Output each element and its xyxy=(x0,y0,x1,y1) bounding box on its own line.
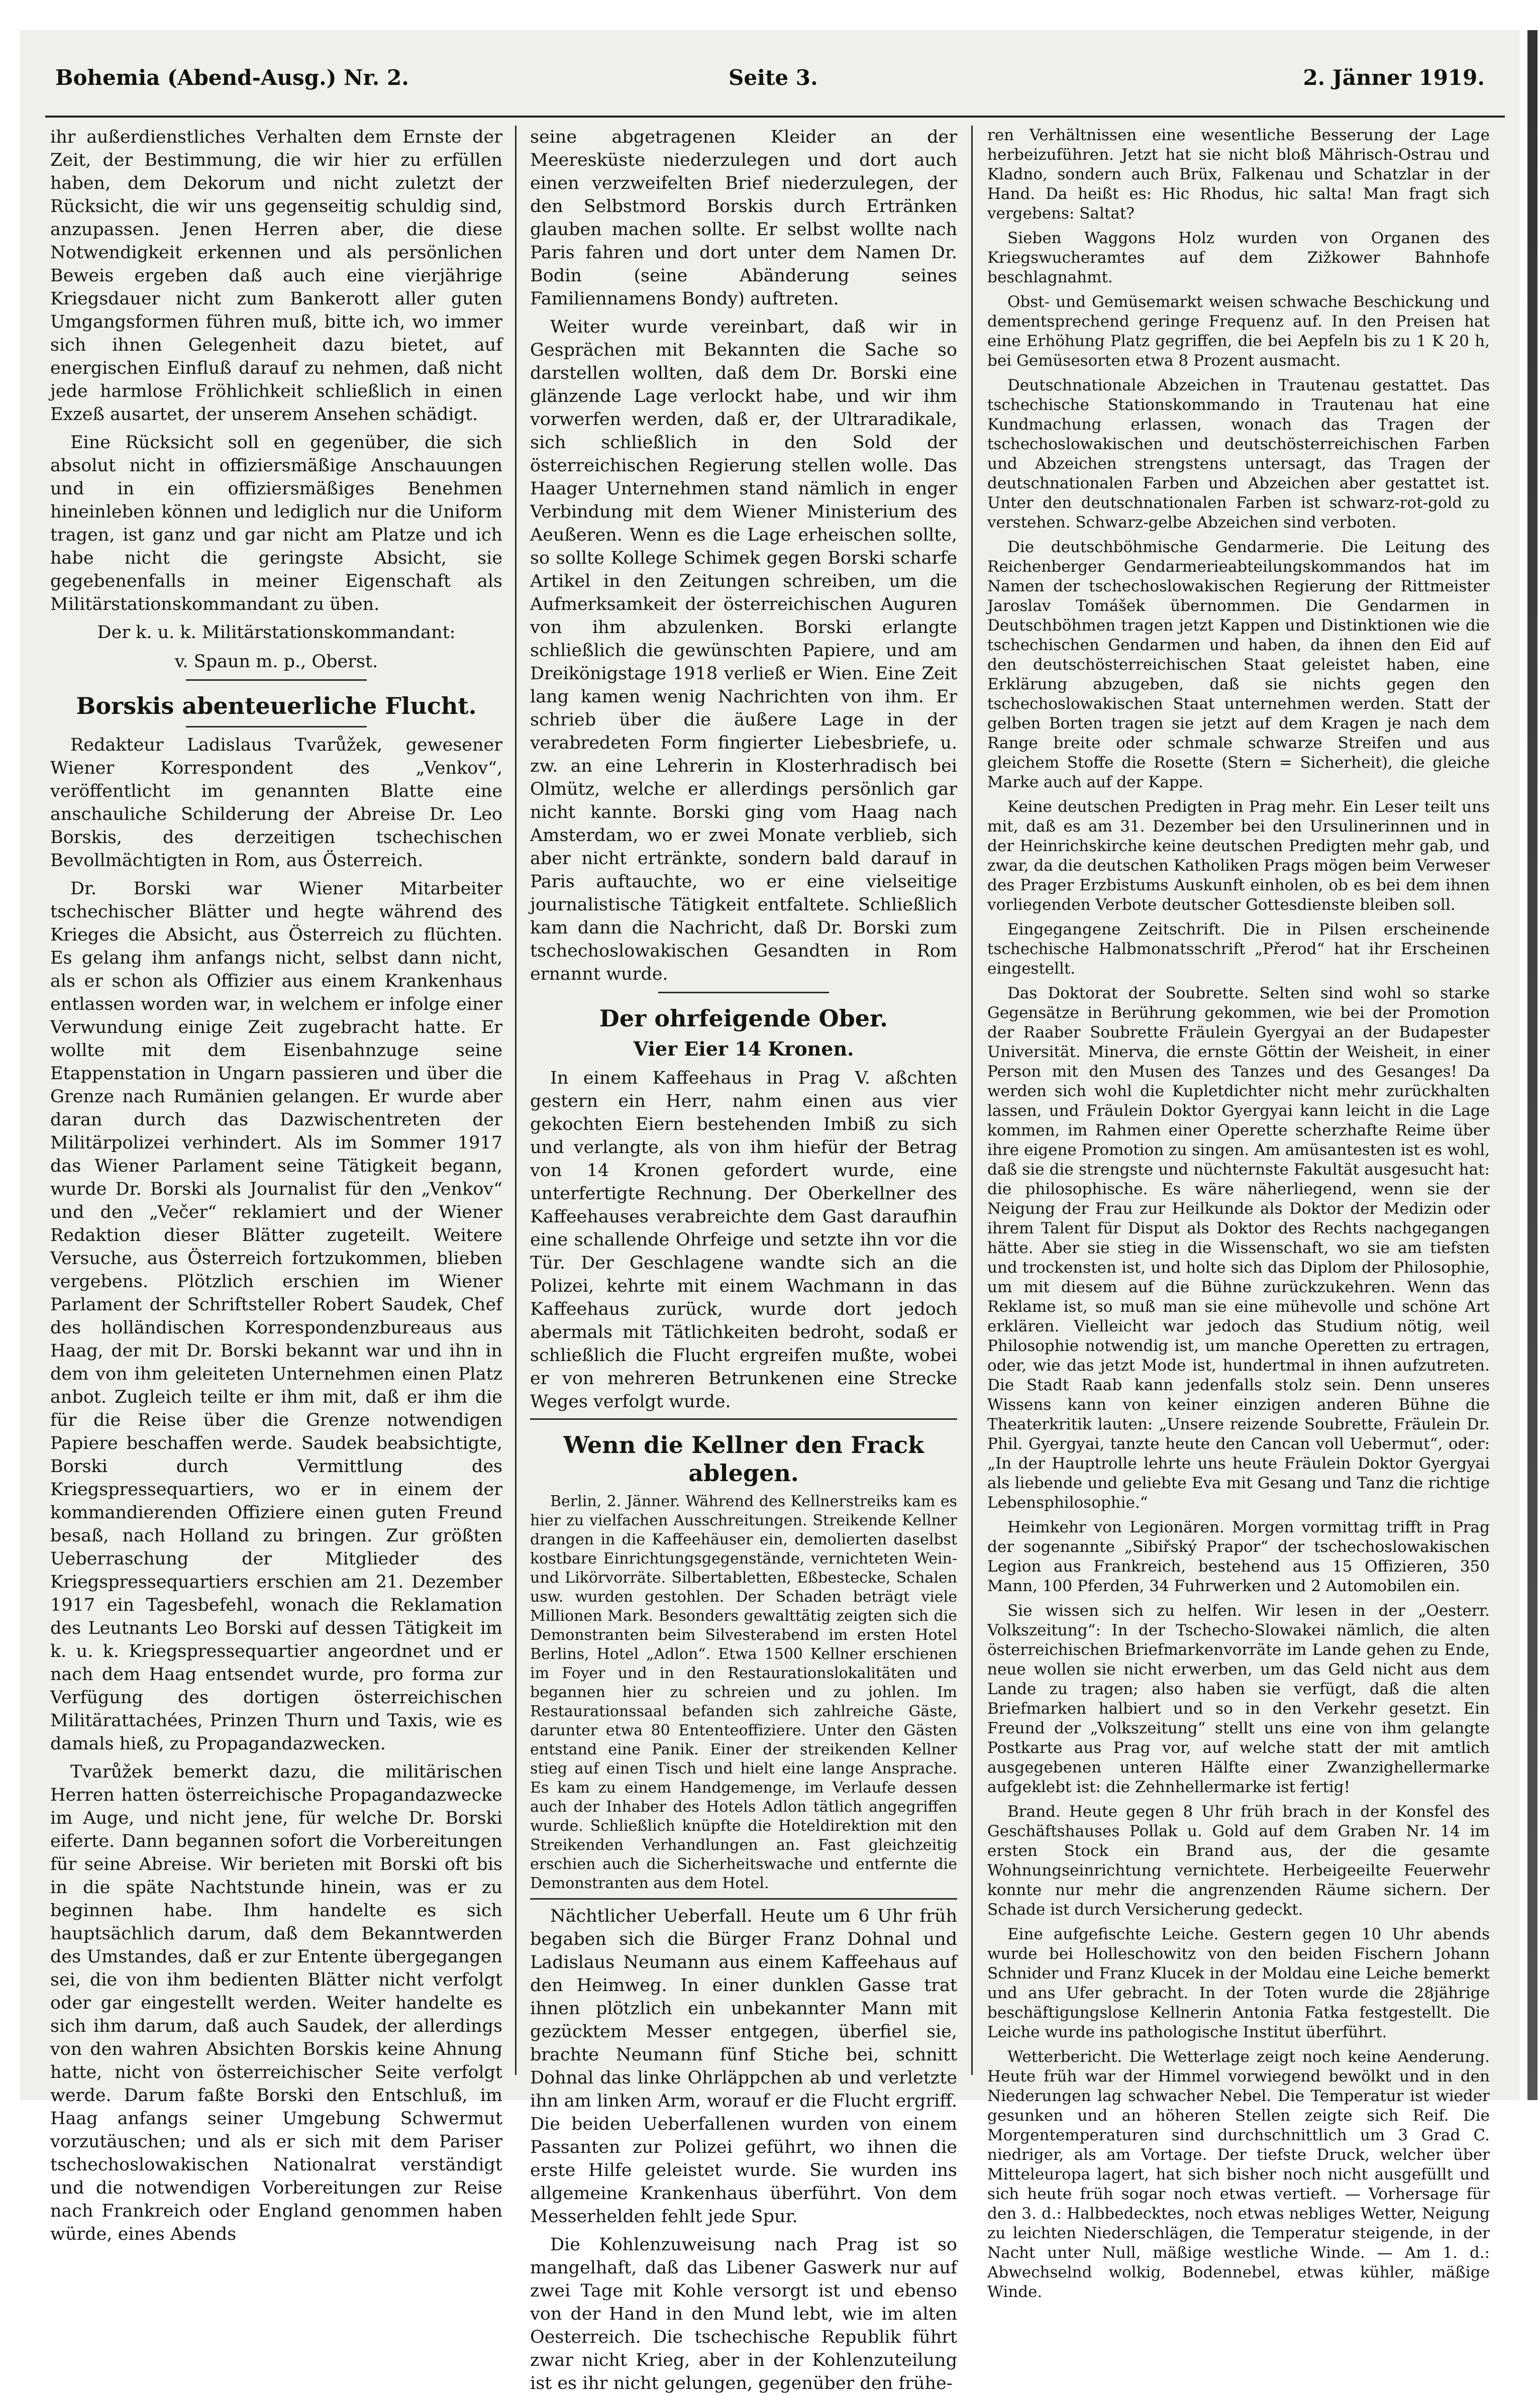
news-item: Sieben Waggons Holz wurden von Organen des Kriegswucheramtes auf dem Zižkower Bahnhofe beschlagnahmt. xyxy=(987,229,1490,286)
signature-title: Der k. u. k. Militärstationskommandant: xyxy=(97,622,456,643)
article-paragraph: Weiter wurde vereinbart, daß wir in Gesprächen mit Bekannten die Sache so darstellen wollten, daß dem Dr. Borski eine glänzende Lage verlockt habe, und wir ihm vorwerfen werden, daß er, der Ultraradikale, sich schließlich in den Sold der österreichischen Regierung stellen wolle. Das Haager Unternehmen stand nämlich in enger Verbindung mit dem Wiener Ministerium des Aeußeren. Wenn es die Lage erheischen sollte, so sollte Kollege Schimek gegen Borski scharfe Artikel in den Zeitungen schreiben, um die Aufmerksamkeit der österreichischen Auguren von ihm abzulenken. Borski erlangte schließlich die gewünschten Papiere, und am Dreikönigstage 1918 verließ er Wien. Eine Zeit lang kamen wenig Nachrichten von ihm. Er schrieb über die äußere Lage in der verabredeten Form fingierter Liebesbriefe, u. zw. an eine Lehrerin in Klosterhradisch bei Olmütz, welche er allerdings persönlich gar nicht kannte. Borski ging vom Haag nach Amsterdam, wo er zwei Monate verblieb, sich aber nicht ertränkte, sondern bald darauf in Paris auftauchte, wo er eine vielseitige journalistische Tätigkeit entfaltete. Schließlich kam dann die Nachricht, daß Dr. Borski zum tschechoslowakischen Gesandten in Rom ernannt wurde. xyxy=(530,317,957,984)
masthead-edition: Bohemia (Abend-Ausg.) Nr. 2. xyxy=(55,65,409,90)
news-item: Die deutschböhmische Gendarmerie. Die Leitung des Reichenberger Gendarmerieabteilungskommandos hat im Namen der tschechoslowakischen Regierung der Rittmeister Jaroslav Tomášek übernommen. Die Gendarmen in Deutschböhmen tragen jetzt Kappen und Distinktionen wie die tschechischen Gendarmen und haben, da ihnen den Eid auf den deutschösterreichischen Staat geleistet haben, eine Erklärung abzugeben, daß sie nichts gegen den tschechoslowakischen Staat unternehmen werden. Statt der gelben Borten tragen sie jetzt auf dem Kragen je nach dem Range breite oder schmale schwarze Streifen und aus gleichem Stoffe die Rosette (Stern = Sicherheit), die gleiche Marke auch auf der Kappe. xyxy=(987,538,1490,791)
news-item: Deutschnationale Abzeichen in Trautenau gestattet. Das tschechische Stationskommando in Trautenau hat eine Kundmachung erlassen, wonach das Tragen der tschechoslowakischen und deutschösterreichischen Farben und Abzeichen strengstens untersagt, das Tragen der deutschnationalen Farben und Abzeichen aber gestattet ist. Unter den deutschnationalen Farben ist schwarz-rot-gold zu verstehen. Schwarz-gelbe Abzeichen sind verboten. xyxy=(987,376,1490,532)
news-item: Das Doktorat der Soubrette. Selten sind wohl so starke Gegensätze in Berührung gekommen, wie bei der Promotion der Raaber Soubrette Fräulein Gyergyai an der Budapester Universität. Minerva, die ernste Göttin der Weisheit, in einer Person mit den Musen des Tanzes und des Gesanges! Da werden sich wohl die Kupletdichter nicht mehr zurückhalten lassen, und Fräulein Doktor Gyergyai kann leicht in die Lage kommen, im Rahmen einer Operette scherzhafte Reime über ihre eigene Promotion zu singen. Am amüsantesten ist es wohl, daß sie die strengste und nüchternste Fakultät ausgesucht hat: die philosophische. Es wäre näherliegend, wenn sie der Neigung der Frau zur Heilkunde als Doktor der Medizin oder ihrem Talent für Disput als Doktor des Rechts nachgegangen hätte. Aber sie stieg in die Wissenschaft, wo sie am tiefsten und trockensten ist, und holte sich das Diplom der Philosophie, um mit diesem auf die Bühne zurückzukehren. Wenn das Reklame ist, so muß man sie eine mühevolle und schöne Art erklären. Vielleicht war jedoch das Studium nötig, weil Philosophie notwendig ist, um manche Operetten zu ertragen, oder, wie das jetzt Mode ist, hundertmal in ihnen aufzutreten. Die Stadt Raab kann jedenfalls stolz sein. Denn unseres Wissens kann von keiner einzigen anderen Bühne die Theaterkritik lauten: „Unsere reizende Soubrette, Fräulein Dr. Phil. Gyergyai, tanzte heute den Cancan voll Uebermut“, oder: „In der Hauptrolle lehrte uns heute Fräulein Doktor Gyergyai als liebende und geliebte Eva mit Gesang und Tanz die richtige Lebensphilosophie.“ xyxy=(987,984,1490,1512)
column-divider xyxy=(515,126,517,2075)
separator xyxy=(186,679,367,681)
news-item: Heimkehr von Legionären. Morgen vormittag trifft in Prag der sogenannte „Sibiřský Prapor“ der tschechoslowakischen Legion aus Frankreich, bestehend aus 15 Offizieren, 350 Mann, 100 Pferden, 34 Fuhrwerken und 2 Automobilen ein. xyxy=(987,1518,1490,1595)
article-headline: Der ohrfeigende Ober. xyxy=(599,1005,888,1032)
news-item: Eingegangene Zeitschrift. Die in Pilsen erscheinende tschechische Halbmonatsschrift „Přerod“ hat ihr Erscheinen eingestellt. xyxy=(987,920,1490,978)
news-item: Eine aufgefischte Leiche. Gestern gegen 10 Uhr abends wurde bei Holleschowitz von den beiden Fischern Johann Schnider und Franz Klucek in der Moldau eine Leiche bemerkt und ans Ufer gebracht. In der Toten wurde die 28jährige beschäftigungslose Kellnerin Antonia Fatka festgestellt. Die Leiche wurde ins pathologische Institut überführt. xyxy=(987,1925,1490,2041)
column-3 xyxy=(987,126,1490,2301)
article-paragraph: Nächtlicher Ueberfall. Heute um 6 Uhr früh begaben sich die Bürger Franz Dohnal und Ladislaus Neumann aus einem Kaffeehaus auf den Heimweg. In einer dunklen Gasse trat ihnen plötzlich ein unbekannter Mann mit gezücktem Messer entgegen, überfiel sie, brachte Neumann fünf Stiche bei, schnitt Dohnal das linke Ohrläppchen ab und verletzte ihn am linken Arm, worauf er die Flucht ergriff. Die beiden Ueberfallenen wurden von einem Passanten zur Polizei geführt, wo ihnen die erste Hilfe geleistet wurde. Sie wurden ins allgemeine Krankenhaus überführt. Von dem Messerhelden fehlt jede Spur. xyxy=(530,1906,957,2227)
article-headline: Borskis abenteuerliche Flucht. xyxy=(76,692,477,719)
signature-name: v. Spaun m. p., Oberst. xyxy=(174,652,378,672)
news-item: Sie wissen sich zu helfen. Wir lesen in der „Oesterr. Volkszeitung“: In der Tschecho-Slowakei nämlich, die alten österreichischen Briefmarkenvorräte im Lande gehen zu Ende, neue wollen sie nicht erwerben, um das Geld nicht aus dem Lande zu tragen; also haben sie verfügt, daß die alten Briefmarken halbiert und so in den Verkehr gesetzt. Ein Freund der „Volkszeitung“ stellt uns eine von ihm gelangte Postkarte aus Prag vor, auf welche statt der mit amtlich ausgegebenen unteren Hälfte einer Zwanzighellermarke aufgeklebt ist: die Zehnhellermarke ist fertig! xyxy=(987,1602,1490,1796)
news-item: Obst- und Gemüsemarkt weisen schwache Beschickung und dementsprechend geringe Frequenz auf. In den Preisen hat eine Erhöhung Platz gegriffen, die bei Aepfeln bis zu 1 K 20 h, bei Gemüsesorten etwa 8 Prozent ausmacht. xyxy=(987,293,1490,370)
article-paragraph: Redakteur Ladislaus Tvarůžek, gewesener Wiener Korrespondent des „Venkov“, veröffentlicht im genannten Blatte eine anschauliche Schilderung der Abreise Dr. Leo Borskis, des derzeitigen tschechischen Bevollmächtigten in Rom, aus Österreich. xyxy=(50,735,502,871)
article-subheadline: Vier Eier 14 Kronen. xyxy=(633,1037,854,1060)
news-item: Brand. Heute gegen 8 Uhr früh brach in der Konsfel des Geschäftshauses Pollak u. Gold auf dem Graben Nr. 14 im ersten Stock ein Brand aus, der die gesamte Wohnungseinrichtung vernichtete. Herbeigeeilte Feuerwehr konnte nur mehr die angrenzenden Räume sichern. Der Schade ist durch Versicherung gedeckt. xyxy=(987,1803,1490,1919)
news-item: Keine deutschen Predigten in Prag mehr. Ein Leser teilt uns mit, daß es am 31. Dezember bei den Ursulinerinnen und in der Heinrichskirche keine deutschen Predigten mehr gab, und zwar, da die deutschen Katholiken Prags mögen beim Verweser des Prager Erzbistums Auskunft einholen, ob es bei dem ihnen vorliegenden Verbote deutscher Gottesdienste bleiben soll. xyxy=(987,798,1490,914)
separator xyxy=(186,726,367,727)
article-paragraph: ihr außerdienstliches Verhalten dem Ernste der Zeit, der Bestimmung, die wir hier zu erfüllen haben, dem Dekorum und nicht zuletzt der Rücksicht, die wir uns gegenseitig schuldig sind, anzupassen. Jenen Herren aber, die diese Notwendigkeit erkennen und als persönlichen Beweis ergeben daß auch eine vierjährige Kriegsdauer nicht zum Bankerott aller guten Umgangsformen führen muß, bitte ich, wo immer sich ihnen Gelegenheit dazu bietet, auf energischen Einfluß darauf zu nehmen, daß nicht jede harmlose Fröhlichkeit schließlich in einen Exzeß ausartet, der unserem Ansehen schädigt. xyxy=(50,127,502,425)
article-headline: Wenn die Kellner den Frack ablegen. xyxy=(563,1431,924,1487)
page-edge-shadow xyxy=(1527,30,1537,2100)
news-item: Wetterbericht. Die Wetterlage zeigt noch keine Aenderung. Heute früh war der Himmel vorwiegend bewölkt und in den Niederungen lag schwacher Nebel. Die Temperatur ist wieder gesunken und an höheren Stellen zeigte sich Reif. Die Morgentemperaturen sind durchschnittlich um 3 Grad C. niedriger, als am Vortage. Der tiefste Druck, welcher über Mitteleuropa lagert, hat sich bisher noch nicht ausgefüllt und sich heute früh sogar noch etwas vertieft. — Vorhersage für den 3. d.: Halbbedecktes, noch etwas nebliges Wetter, Neigung zu leichten Niederschlägen, die Temperatur steigende, in der Nacht unter Null, mäßige westliche Winde. — Am 1. d.: Abwechselnd wolkig, Bodennebel, etwas kühler, mäßige Winde. xyxy=(987,2048,1490,2301)
article-paragraph: In einem Kaffeehaus in Prag V. aßchten gestern ein Herr, nahm einen aus vier gekochten Eiern bestehenden Imbiß zu sich und verlangte, als von ihm hiefür der Betrag von 14 Kronen gefordert wurde, eine unterfertigte Rechnung. Der Oberkellner des Kaffeehauses verabreichte dem Gast daraufhin eine schallende Ohrfeige und setzte ihn vor die Tür. Der Geschlagene wandte sich an die Polizei, kehrte mit einem Wachmann in das Kaffeehaus zurück, wurde dort jedoch abermals mit Tätlichkeiten bedroht, sodaß er schließlich die Flucht ergreifen mußte, wobei er von mehreren Betrunkenen eine Strecke Weges verfolgt wurde. xyxy=(530,1068,957,1412)
separator xyxy=(658,992,829,993)
issue-date: 2. Jänner 1919. xyxy=(1303,65,1485,90)
article-paragraph: Eine Rücksicht soll en gegenüber, die sich absolut nicht in offiziersmäßige Anschauungen und in ein offiziersmäßiges Benehmen hineinleben können und lediglich nur die Uniform tragen, ist ganz und gar nicht am Platze und ich habe nicht die geringste Absicht, sie gegebenenfalls in meiner Eigenschaft als Militärstationskommandant zu üben. xyxy=(50,433,502,614)
column-divider xyxy=(971,126,973,2075)
header-rule xyxy=(45,116,1505,118)
page-header xyxy=(35,60,1505,106)
column-1 xyxy=(50,126,502,2244)
article-paragraph: Dr. Borski war Wiener Mitarbeiter tschechischer Blätter und hegte während des Krieges die Absicht, aus Österreich zu flüchten. Es gelang ihm anfangs nicht, selbst dann nicht, als er schon als Offizier aus einem Krankenhaus entlassen worden war, in welchem er infolge einer Verwundung einige Zeit zugebracht hatte. Er wollte mit dem Eisenbahnzuge seine Etappenstation in Ungarn passieren und über die Grenze nach Rumänien gelangen. Er wurde aber daran durch das Dazwischentreten der Militärpolizei verhindert. Als im Sommer 1917 das Wiener Parlament seine Tätigkeit begann, wurde Dr. Borski als Journalist für den „Venkov“ und den „Večer“ reklamiert und der Wiener Redaktion dieser Blätter zugeteilt. Weitere Versuche, aus Österreich fortzukommen, blieben vergebens. Plötzlich erschien im Wiener Parlament der Schriftsteller Robert Saudek, Chef des holländischen Korrespondenzbureaus aus Haag, der mit Dr. Borski bekannt war und ihn in dem von ihm geleiteten Unternehmen einen Platz anbot. Zugleich teilte er ihm mit, daß er ihm die für die Reise über die Grenze notwendigen Papiere beschaffen werde. Saudek beabsichtigte, Borski durch Vermittlung des Kriegspressequartiers, wo er in einem der kommandierenden Offiziere einen guten Freund besaß, nach Holland zu bringen. Zur größten Ueberraschung der Mitglieder des Kriegspressequartiers erschien am 21. Dezember 1917 ein Tagesbefehl, wonach die Reklamation des Leutnants Leo Borski auf dessen Tätigkeit im k. u. k. Kriegspressequartier angeordnet und er nach dem Haag entsendet wurde, pro forma zur Verfügung des dortigen österreichischen Militärattachées, Prinzen Thurn und Taxis, wie es damals hieß, zu Propagandazwecken. xyxy=(50,879,502,1754)
article-paragraph: Tvarůžek bemerkt dazu, die militärischen Herren hatten österreichische Propagandazwecke im Auge, und nicht jene, für welche Dr. Borski eiferte. Dann begannen sofort die Vorbereitungen für seine Abreise. Wir berieten mit Borski oft bis in die späte Nachtstunde hinein, was er zu beginnen habe. Ihm handelte es sich hauptsächlich darum, daß dem Bekanntwerden des Umstandes, daß er zur Entente übergegangen sei, die von ihm bedienten Blätter nicht verfolgt oder gar eingestellt werden. Weiter handelte es sich ihm darum, daß auch Saudek, der allerdings von den wahren Absichten Borskis keine Ahnung hatte, nicht von österreichischer Seite verfolgt werde. Darum faßte Borski den Entschluß, im Haag anfangs seiner Umgebung Schwermut vorzutäuschen; und als er sich mit dem Pariser tschechoslowakischen Nationalrat verständigt und die notwendigen Vorbereitungen zur Reise nach Frankreich oder England genommen haben würde, eines Abends xyxy=(50,1762,502,2244)
article-paragraph: Berlin, 2. Jänner. Während des Kellnerstreiks kam es hier zu vielfachen Ausschreitungen. Streikende Kellner drangen in die Kaffeehäuser ein, demolierten daselbst kostbare Einrichtungsgegenstände, vernichteten Wein- und Likörvorräte. Silbertabletten, Eßbestecke, Schalen usw. wurden gestohlen. Der Schaden beträgt viele Millionen Mark. Besonders gewalttätig zeigten sich die Demonstranten beim Silvesterabend im ersten Hotel Berlins, Hotel „Adlon“. Etwa 1500 Kellner erschienen im Foyer und in den Restaurationslokalitäten und begannen hier zu schreien und zu johlen. Im Restaurationssaal befanden sich zahlreiche Gäste, darunter etwa 80 Ententeoffiziere. Unter den Gästen entstand eine Panik. Einer der streikenden Kellner stieg auf einen Tisch und hielt eine lange Ansprache. Es kam zu einem Handgemenge, im Verlaufe dessen auch der Inhaber des Hotels Adlon tätlich angegriffen wurde. Schließlich knüpfte die Hoteldirektion mit den Streikenden Verhandlungen an. Fast gleichzeitig erschien auch die Sicherheitswache und entfernte die Demonstranten aus dem Hotel. xyxy=(530,1493,957,1892)
page-number: Seite 3. xyxy=(729,65,818,90)
separator xyxy=(530,1898,957,1900)
article-paragraph: Die Kohlenzuweisung nach Prag ist so mangelhaft, daß das Libener Gaswerk nur auf zwei Tage mit Kohle versorgt ist und ebenso von der Hand in den Mund lebt, wie im alten Oesterreich. Die tschechische Republik führt zwar nicht Krieg, aber in der Kohlenzuteilung ist es ihr nicht gelungen, gegenüber den frühe- xyxy=(530,2235,957,2393)
newspaper-page xyxy=(20,30,1520,2393)
column-2 xyxy=(530,126,957,2393)
article-paragraph: seine abgetragenen Kleider an der Meeresküste niederzulegen und dort auch einen verzweifelten Brief niederzulegen, der den Selbstmord Borskis durch Ertränken glauben machen sollte. Er selbst wollte nach Paris fahren und dort unter dem Namen Dr. Bodin (seine Abänderung seines Familiennamens Bondy) auftreten. xyxy=(530,127,957,309)
article-paragraph: ren Verhältnissen eine wesentliche Besserung der Lage herbeizuführen. Jetzt hat sie nicht bloß Mährisch-Ostrau und Kladno, sondern auch Brüx, Falkenau und Schatzlar in der Hand. Da heißt es: Hic Rhodus, hic salta! Man fragt sich vergebens: Saltat? xyxy=(987,126,1490,223)
separator xyxy=(530,1418,957,1420)
